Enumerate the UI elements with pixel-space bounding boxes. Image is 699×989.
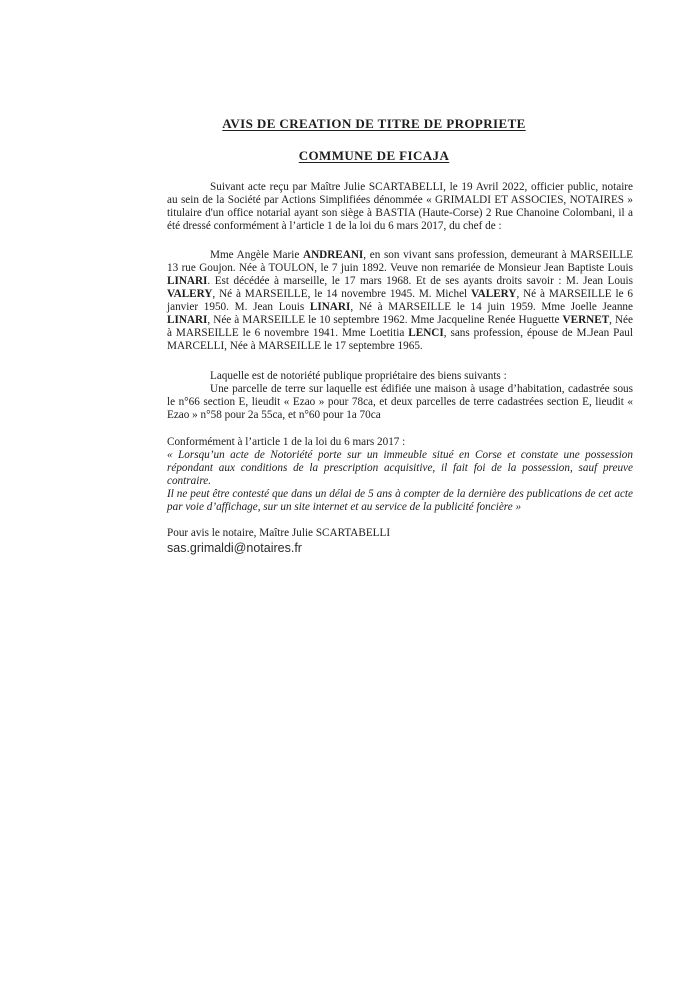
paragraph-deceased-and-heirs: Mme Angèle Marie ANDREANI, en son vivant sans profession, demeurant à MARSEILLE 13 rue Goujon. Née à TOULON, le 7 juin 1892. Veuve non remariée de Monsieur Jean Baptiste Louis LINARI. Est décédée à marseille, le 17 mars 1968. Et de ses ayants droits savoir : M. Jean Louis VALERY, Né à MARSEILLE, le 14 novembre 1945. M. Michel VALERY, Né à MARSEILLE le 6 janvier 1950. M. Jean Louis LINARI, Né à MARSEILLE le 14 juin 1959. Mme Joelle Jeanne LINARI, Née à MARSEILLE le 10 septembre 1962. Mme Jacqueline Renée Huguette VERNET, Née à MARSEILLE le 6 novembre 1941. Mme Loetitia LENCI, sans profession, épouse de M.Jean Paul MARCELLI, Née à MARSEILLE le 17 septembre 1965.	[167, 249, 634, 352]
paragraph-property-description: Une parcelle de terre sur laquelle est édifiée une maison à usage d’habitation, cadastrée sous le n°66 section E, lieudit « Ezao » pour 78ca, et deux parcelles de terre cadastrées section E, lieudit « Ezao » n°58 pour 2a 55ca, et n°60 pour 1a 70ca	[167, 383, 633, 421]
document-title	[141, 0, 607, 130]
document-content	[167, 0, 633, 556]
legal-quote-part-1: « Lorsqu’un acte de Notoriété porte sur un immeuble situé en Corse et constate une possession répondant aux conditions de la prescription acquisitive, il fait foi de la possession, sauf preuve contraire.	[167, 449, 633, 487]
paragraph-property-heading: Laquelle est de notoriété publique propriétaire des biens suivants :	[210, 370, 507, 382]
document-subtitle	[141, 149, 607, 162]
paragraph-law-reference: Conformément à l’article 1 de la loi du 6 mars 2017 :	[167, 436, 406, 448]
notary-email: sas.grimaldi@notaires.fr	[167, 541, 302, 555]
legal-quote-part-2: Il ne peut être contesté que dans un délai de 5 ans à compter de la dernière des publications de cet acte par voie d’affichage, sur un site internet et au service de la publicité foncière »	[167, 488, 633, 513]
notary-signoff: Pour avis le notaire, Maître Julie SCARTABELLI	[167, 527, 391, 539]
document-title-text: AVIS DE CREATION DE TITRE DE PROPRIETE	[222, 116, 526, 131]
paragraph-notary-intro: Suivant acte reçu par Maître Julie SCARTABELLI, le 19 Avril 2022, officier public, notaire au sein de la Société par Actions Simplifiées dénommée « GRIMALDI ET ASSOCIES, NOTAIRES » titulaire d'un office notarial ayant son siège à BASTIA (Haute-Corse) 2 Rue Chanoine Colombani, il a été dressé conformément à l’article 1 de la loi du 6 mars 2017, du chef de :	[167, 181, 633, 232]
document-subtitle-text: COMMUNE DE FICAJA	[298, 148, 450, 163]
